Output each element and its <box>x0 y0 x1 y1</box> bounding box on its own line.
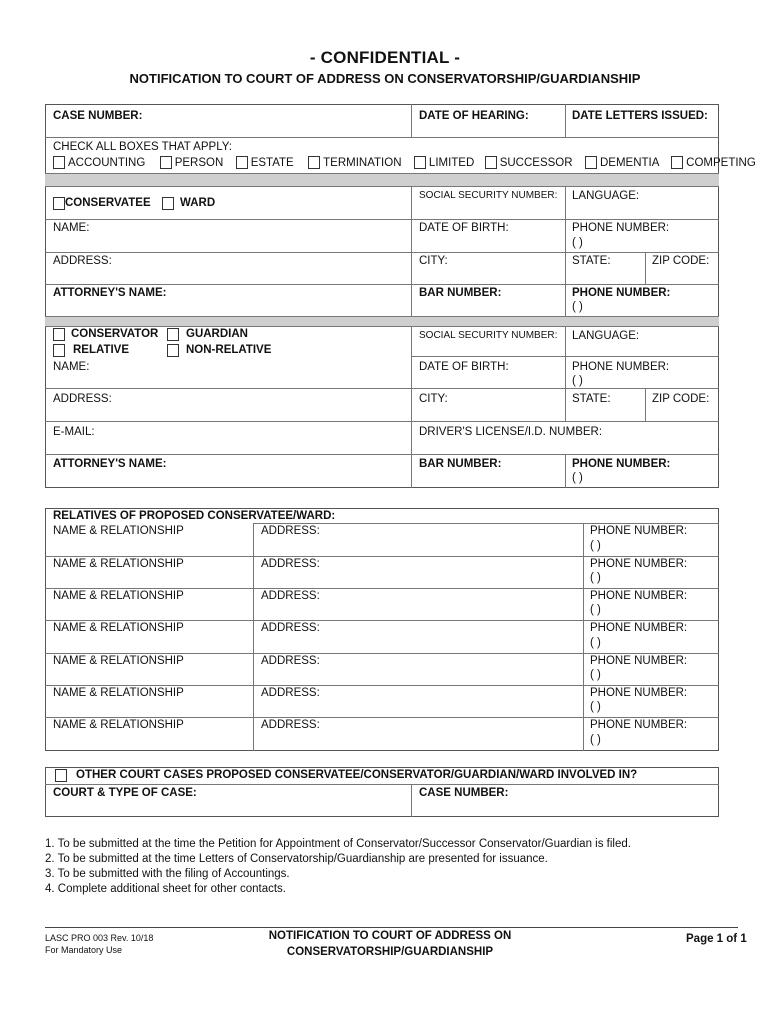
non-relative-label: NON-RELATIVE <box>186 344 272 356</box>
checkbox-estate[interactable]: ESTATE <box>236 157 294 169</box>
form-id: LASC PRO 003 Rev. 10/18 <box>45 933 154 943</box>
conservator-name-label: NAME: <box>53 361 90 373</box>
checkbox-competing[interactable]: COMPETING <box>671 157 756 169</box>
form-title: NOTIFICATION TO COURT OF ADDRESS ON CONSERVATORSHIP/GUARDIANSHIP <box>129 71 641 86</box>
relative-name-label: NAME & RELATIONSHIP <box>53 590 184 602</box>
relative-name-label: NAME & RELATIONSHIP <box>53 655 184 667</box>
non-relative-checkbox[interactable] <box>167 344 179 357</box>
checkbox-icon[interactable] <box>308 156 320 169</box>
relative-address-label: ADDRESS: <box>261 687 320 699</box>
conservator-city-label: CITY: <box>419 393 448 405</box>
relative-name-label: NAME & RELATIONSHIP <box>53 687 184 699</box>
relative-phone-area: ( ) <box>590 540 601 552</box>
conservator-attorney-phone-label: PHONE NUMBER: <box>572 458 671 470</box>
page-number: Page 1 of 1 <box>686 933 747 945</box>
conservatee-dob-label: DATE OF BIRTH: <box>419 222 509 234</box>
date-of-hearing-label: DATE OF HEARING: <box>419 110 529 122</box>
conservator-ssn-label: SOCIAL SECURITY NUMBER: <box>419 330 558 341</box>
relative-phone-area: ( ) <box>590 734 601 746</box>
relative-phone-label: PHONE NUMBER: <box>590 687 688 699</box>
relative-address-label: ADDRESS: <box>261 558 320 570</box>
case-type-checkboxes <box>53 156 756 169</box>
relative-label: RELATIVE <box>73 344 130 356</box>
relative-name-label: NAME & RELATIONSHIP <box>53 558 184 570</box>
list-item: 3. To be submitted with the filing of Accountings. <box>45 868 290 880</box>
court-type-label: COURT & TYPE OF CASE: <box>53 787 197 799</box>
checkbox-icon[interactable] <box>585 156 597 169</box>
relative-address-label: ADDRESS: <box>261 655 320 667</box>
other-case-number-label: CASE NUMBER: <box>419 787 509 799</box>
checkbox-icon[interactable] <box>414 156 426 169</box>
footer-title-line2: CONSERVATORSHIP/GUARDIANSHIP <box>286 946 494 958</box>
conservator-state-label: STATE: <box>572 393 611 405</box>
conservatee-name-label: NAME: <box>53 222 90 234</box>
confidential-heading: - CONFIDENTIAL - <box>309 48 461 67</box>
relative-phone-area: ( ) <box>590 669 601 681</box>
relative-address-label: ADDRESS: <box>261 622 320 634</box>
relative-phone-label: PHONE NUMBER: <box>590 590 688 602</box>
case-number-label: CASE NUMBER: <box>53 110 143 122</box>
conservatee-attorney-phone-area: ( ) <box>572 301 583 313</box>
conservatee-language-label: LANGUAGE: <box>572 190 640 202</box>
conservatee-attorney-label: ATTORNEY'S NAME: <box>53 287 167 299</box>
relative-checkbox[interactable] <box>53 344 65 357</box>
relatives-heading: RELATIVES OF PROPOSED CONSERVATEE/WARD: <box>53 510 336 522</box>
relative-phone-area: ( ) <box>590 637 601 649</box>
checkbox-person[interactable]: PERSON <box>160 157 224 169</box>
relative-phone-label: PHONE NUMBER: <box>590 558 688 570</box>
relative-name-label: NAME & RELATIONSHIP <box>53 525 184 537</box>
relative-name-label: NAME & RELATIONSHIP <box>53 622 184 634</box>
list-item: 4. Complete additional sheet for other contacts. <box>45 883 287 895</box>
checkbox-icon[interactable] <box>485 156 497 169</box>
checkbox-successor[interactable]: SUCCESSOR <box>485 157 573 169</box>
conservator-label: CONSERVATOR <box>71 328 159 340</box>
relative-phone-area: ( ) <box>590 572 601 584</box>
conservator-language-label: LANGUAGE: <box>572 330 640 342</box>
relative-phone-label: PHONE NUMBER: <box>590 622 688 634</box>
relative-phone-area: ( ) <box>590 604 601 616</box>
relative-phone-label: PHONE NUMBER: <box>590 525 688 537</box>
conservator-dob-label: DATE OF BIRTH: <box>419 361 509 373</box>
conservatee-ssn-label: SOCIAL SECURITY NUMBER: <box>419 190 558 201</box>
conservatee-checkbox[interactable] <box>53 197 65 210</box>
conservatee-phone-label: PHONE NUMBER: <box>572 222 670 234</box>
conservator-license-label: DRIVER'S LICENSE/I.D. NUMBER: <box>419 426 603 438</box>
conservatee-zip-label: ZIP CODE: <box>652 255 710 267</box>
relative-address-label: ADDRESS: <box>261 719 320 731</box>
conservatee-label: CONSERVATEE <box>65 197 151 209</box>
list-item: 1. To be submitted at the time the Petition for Appointment of Conservator/Successor Conservator/Guardian is filed. <box>45 838 631 850</box>
instructions-list <box>45 837 631 897</box>
other-cases-heading: OTHER COURT CASES PROPOSED CONSERVATEE/CONSERVATOR/GUARDIAN/WARD INVOLVED IN? <box>76 769 638 781</box>
conservator-zip-label: ZIP CODE: <box>652 393 710 405</box>
guardian-label: GUARDIAN <box>186 328 248 340</box>
checkbox-icon[interactable] <box>671 156 683 169</box>
checkbox-accounting[interactable]: ACCOUNTING <box>53 157 145 169</box>
conservator-email-label: E-MAIL: <box>53 426 95 438</box>
relative-address-label: ADDRESS: <box>261 590 320 602</box>
conservator-phone-area: ( ) <box>572 375 583 387</box>
checkbox-termination[interactable]: TERMINATION <box>308 157 401 169</box>
checkbox-limited[interactable]: LIMITED <box>414 157 474 169</box>
check-all-label: CHECK ALL BOXES THAT APPLY: <box>53 141 232 153</box>
relative-phone-area: ( ) <box>590 701 601 713</box>
conservatee-state-label: STATE: <box>572 255 611 267</box>
ward-label: WARD <box>180 197 216 209</box>
relative-phone-label: PHONE NUMBER: <box>590 719 688 731</box>
checkbox-icon[interactable] <box>53 156 65 169</box>
conservatee-phone-area: ( ) <box>572 237 583 249</box>
conservatee-attorney-phone-label: PHONE NUMBER: <box>572 287 671 299</box>
mandatory-use-note: For Mandatory Use <box>45 945 123 955</box>
list-item: 2. To be submitted at the time Letters of Conservatorship/Guardianship are presented for issuance. <box>45 853 548 865</box>
checkbox-dementia[interactable]: DEMENTIA <box>585 157 659 169</box>
ward-checkbox[interactable] <box>162 197 174 210</box>
other-cases-checkbox[interactable] <box>55 769 67 782</box>
conservator-attorney-label: ATTORNEY'S NAME: <box>53 458 167 470</box>
date-letters-issued-label: DATE LETTERS ISSUED: <box>572 110 708 122</box>
conservator-attorney-phone-area: ( ) <box>572 472 583 484</box>
conservator-phone-label: PHONE NUMBER: <box>572 361 670 373</box>
footer-title-line1: NOTIFICATION TO COURT OF ADDRESS ON <box>268 930 512 942</box>
conservator-bar-label: BAR NUMBER: <box>419 458 502 470</box>
conservatee-city-label: CITY: <box>419 255 448 267</box>
relative-address-label: ADDRESS: <box>261 525 320 537</box>
checkbox-icon[interactable] <box>236 156 248 169</box>
conservator-checkbox[interactable] <box>53 328 65 341</box>
guardian-checkbox[interactable] <box>167 328 179 341</box>
relative-name-label: NAME & RELATIONSHIP <box>53 719 184 731</box>
conservator-address-label: ADDRESS: <box>53 393 112 405</box>
conservatee-bar-label: BAR NUMBER: <box>419 287 502 299</box>
relative-phone-label: PHONE NUMBER: <box>590 655 688 667</box>
checkbox-icon[interactable] <box>160 156 172 169</box>
conservatee-address-label: ADDRESS: <box>53 255 112 267</box>
